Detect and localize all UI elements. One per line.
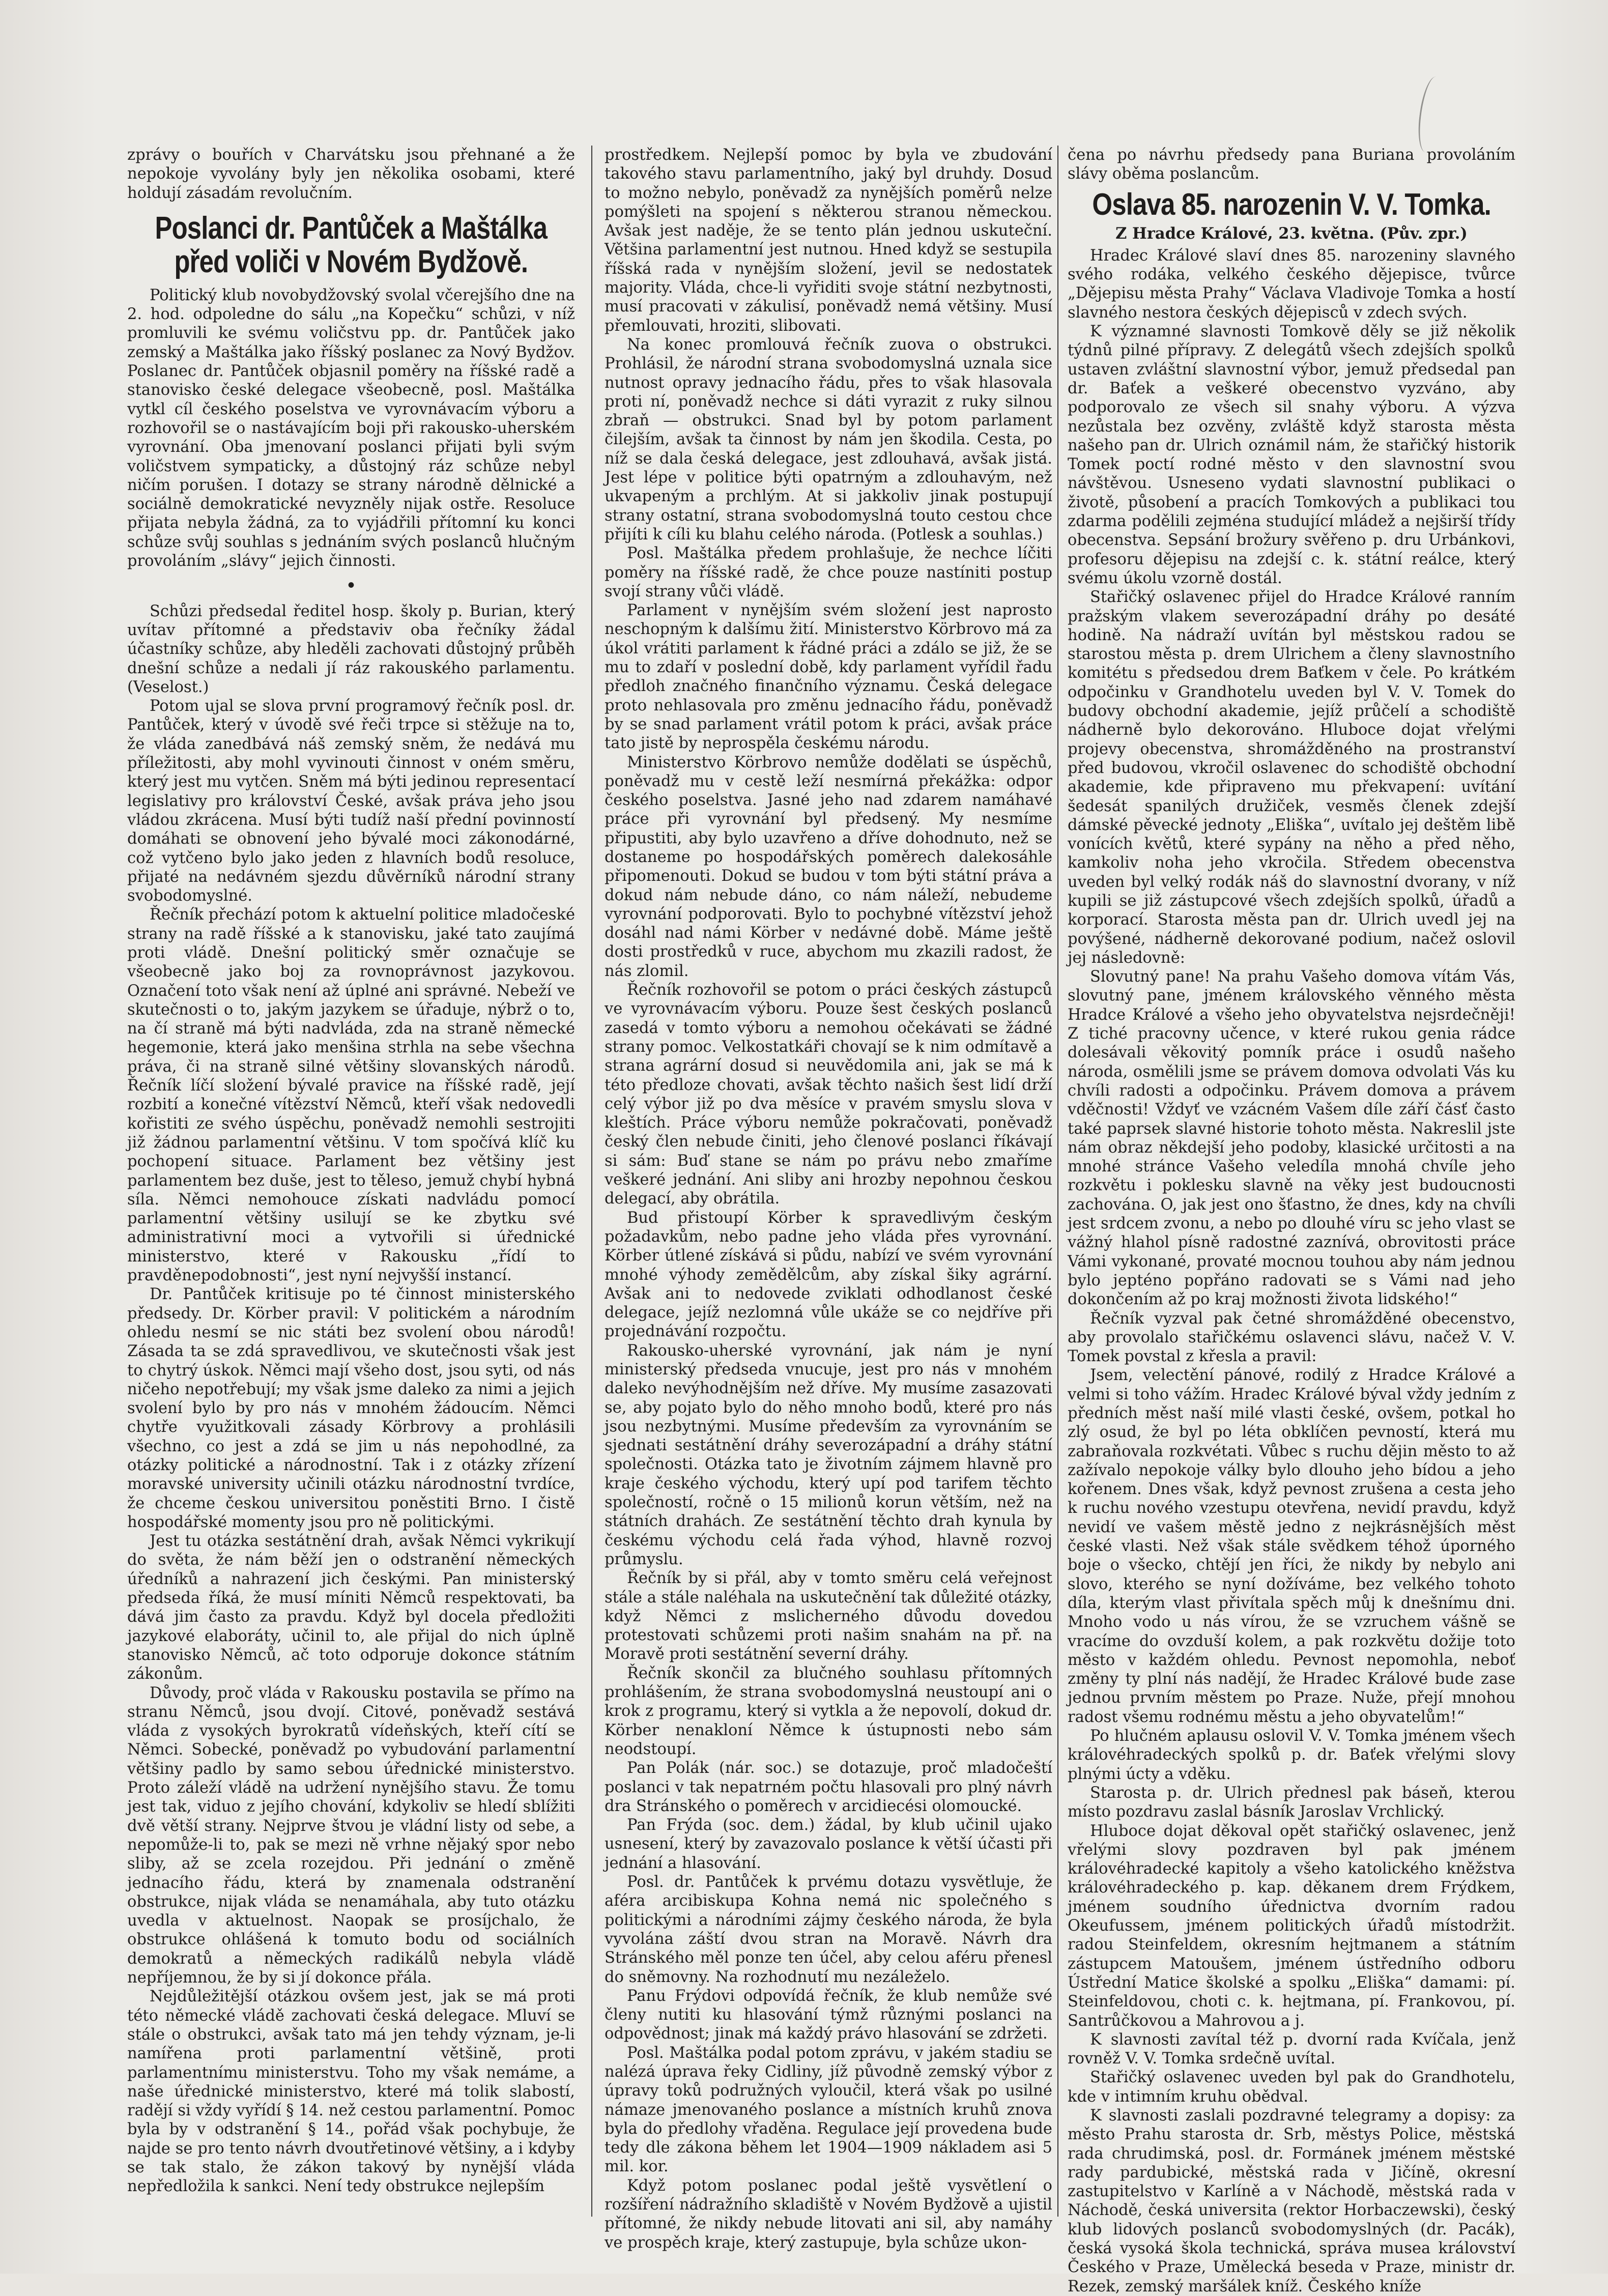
paragraph: prostředkem. Nejlepší pomoc by byla ve zbudování takového stavu parlamentního, jaký byl druhdy. Dosud to možno nebylo, poněvadž za nynějších poměrů nelze pomýšleti na spojení s některou stranou německou. Avšak jest naděje, že se tento plán jednou uskuteční. Většina parlamentní jest nutnou. Hned když se sestupila říšská rada v nynějším složení, jevil se nedostatek majority. Vláda, chce-li vyřiditi svoje státní nezbytnosti, musí pracovati v zákulisí, poněvadž nemá většiny. Musí přemlouvati, hroziti, slibovati. [605,146,1052,335]
article-tail: čena po návrhu předsedy pana Buriana provoláním slávy oběma poslancům. [1068,146,1515,183]
paragraph: Potom ujal se slova první programový řečník posl. dr. Pantůček, který v úvodě své řeči trpce si stěžuje na to, že vláda zanedbává náš zemský sněm, že nedává mu příležitosti, aby mohl vyvinouti činnost v oném směru, který jest mu vytčen. Sněm má býti jedinou representací legislativy pro království České, avšak práva jeho jsou vládou zkrácena. Musí býti tudíž naší přední povinností domáhati se obnovení jeho bývalé moci zákonodárné, což vytčeno bylo jako jeden z hlavních bodů resoluce, přijaté na nedávném sjezdu důvěrníků národní strany svobodomyslné. [127,697,575,905]
paragraph: Hradec Králové slaví dnes 85. narozeniny slavného svého rodáka, velkého českého dějepisce, tvůrce „Dějepisu města Prahy“ Václava Vladivoje Tomka a hostí slavného nestora českých dějepisců v zdech svých. [1068,246,1515,322]
pencil-mark [1415,75,1447,154]
article-tail: zprávy o bouřích v Charvátsku jsou přehnané a že nepokoje vyvolány byly jen několika osobami, které holdují zásadám revolučním. [127,146,575,202]
paragraph: Důvody, proč vláda v Rakousku postavila se přímo na stranu Němců, jsou dvojí. Citové, poněvadž sestává vláda z vysokých byrokratů vídeňských, kteří cítí se Němci. Sobecké, poněvadž po vybudování parlamentní většiny padlo by samo sebou úřednické ministerstvo. Proto záleží vládě na udržení nynějšího stavu. Že tomu jest tak, viduo z jejího chování, kdykoliv se hledí sblížiti dvě větší strany. Nejprve štvou je vládní listy od sebe, a nepomůže-li to, pak se mezi ně vrhne nějaký spor nebo sliby, až se zcela rozejdou. Při jednání o změně jednacího řádu, která by znamenala odstranění obstrukce, nijak vláda se nenamáhala, aby tuto otázku uvedla v aktuelnost. Naopak se prosíjchalo, že obstrukce ohlášená k tomuto bodu od sociálních demokratů a německých radikálů nebyla vládě nepříjemnou, že by si jí dokonce přála. [127,1684,575,1987]
column-right [1068,146,1515,2295]
paragraph: Stařičký oslavenec uveden byl pak do Grandhotelu, kde v intimním kruhu obědval. [1068,2069,1515,2106]
paragraph: Starosta p. dr. Ulrich přednesl pak báseň, kterou místo pozdravu zaslal básník Jaroslav Vrchlický. [1068,1784,1515,1821]
paragraph: Pan Polák (nár. soc.) se dotazuje, proč mladočeští poslanci v tak nepatrném počtu hlasovali pro plný návrh dra Stránského o poměrech v arcidiecési olomoucké. [605,1759,1052,1815]
paragraph: Když potom poslanec podal ještě vysvětlení o rozšíření nádražního skladiště v Novém Bydžově a ujistil přítomné, že nikdy nebude litovati ani sil, aby namáhy ve prospěch kraje, který zastupuje, byla schůze ukon- [605,2176,1052,2252]
paragraph: Stařičký oslavenec přijel do Hradce Králové ranním pražským vlakem severozápadní dráhy po desáté hodině. Na nádraží uvítán byl městskou radou se starostou města p. drem Ulrichem a členy slavnostního komitétu s předsedou drem Baťkem v čele. Po krátkém odpočinku v Grandhotelu uveden byl V. V. Tomek do budovy obchodní akademie, jejíž průčelí a schodiště nádherně bylo dekorováno. Hluboce dojat vřelými projevy obecenstva, shromážděného na prostranství před budovou, vkročil oslavenec do schodiště obchodní akademie, kde připraveno mu překvapení: uvítání šedesát spanilých družiček, vesměs členek zdejší dámské pěvecké jednoty „Eliška“, uvítalo jej deštěm libě vonících květů, které sypány na něho a před něho, kamkoliv noha jeho vkročila. Středem obecenstva uveden byl velký rodák náš do slavnostní dvorany, v níž kupili se již zástupcové všech zdejších spolků, úřadů a korporací. Starosta města pan dr. Ulrich uvedl jej na povýšené, nádherně dekorované podium, načež oslovil jej následovně: [1068,588,1515,967]
paragraph: K slavnosti zaslali pozdravné telegramy a dopisy: za město Prahu starosta dr. Srb, městys Police, městská rada chrudimská, posl. dr. Formánek jménem městské rady pardubické, městská rada v Jičíně, okresní zastupitelstvo v Karlíně a v Náchodě, městská rada v Náchodě, česká universita (rektor Horbaczewski), český klub lidových poslanců svobodomyslných (dr. Pacák), česká vysoká škola technická, správa musea království Českého v Praze, Umělecká beseda v Praze, ministr dr. Rezek, zemský maršálek kníž. Českého kníže [1068,2106,1515,2295]
separator-dot: • [346,577,356,595]
paragraph: Slovutný pane! Na prahu Vašeho domova vítám Vás, slovutný pane, jménem královského věnného města Hradce Králové a všeho jeho obyvatelstva nejsrdečněji! Z tiché pracovny učence, v které rukou genia rádce dolesávali věkovitý pomník práce i osudů našeho národa, osmělili jsme se právem domova odvolati Vás ku chvíli radosti a odpočinku. Právem domova a právem vděčnosti! Vždyť ve vzácném Vašem díle září čásť často také paprsek slavné historie tohoto města. Nakreslil jste nám obraz někdejší jeho podoby, klasické určitosti a na mnohé stránce Vašeho veledíla mnohá chvíle jeho rozkvětu i poklesku slavně na věky jest budoucnosti zachována. O, jak jest ono šťastno, že dnes, kdy na chvíli jest srdcem zvonu, a nebo po dlouhé víru sc jeho vlast se vážný hlahol písně radostné zaznívá, obrovitosti práce Vámi vykonané, provaté mocnou touhou aby nám jednou bylo jepténo popřáno radovati se s Vámi nad jeho dokončením až po kraj možnosti života lidského!“ [1068,968,1515,1309]
paragraph: Jest tu otázka sestátnění drah, avšak Němci vykrikují do světa, že nám běží jen o odstranění německých úředníků a nahrazení jich českými. Pan ministerský předseda říká, že musí míniti Němců respektovati, ba dává jim často za pravdu. Když byl docela předložiti jazykové elaboráty, učinil to, ale přijal do nich úplně stanovisko Němců, ač toto odporuje dokonce státním zákonům. [127,1532,575,1683]
paragraph: K významné slavnosti Tomkově děly se již několik týdnů pilné přípravy. Z delegátů všech zdejších spolků ustaven zvláštní slavnostní výbor, jemuž předsedal pan dr. Baťek a veškeré obecenstvo vyzváno, aby podporovalo ze všech sil snahy výboru. A výzva nezůstala bez ozvěny, zvláště když starosta města našeho pan dr. Ulrich oznámil nám, že stařičký historik Tomek poctí rodné město v den slavnostní svou návštěvou. Usneseno vydati slavnostní publikaci o životě, působení a pracích Tomkových a publikaci tou zdarma podělili zejména studující mládež a nejširší třídy obecenstva. Sepsání brožury svěřeno p. dru Urbánkovi, profesoru dějepisu na zdejší c. k. státní reálce, který svému úkolu vzorně dostál. [1068,323,1515,587]
paragraph: Posl. Maštálka podal potom zprávu, v jakém stadiu se nalézá úprava řeky Cidliny, jíž původně zemský výbor z úpravy toků podružných vyloučil, která však po usilné námaze jmenovaného poslance a místních kruhů znova byla do předlohy vřaděna. Regulace její provedena bude tedy dle zákona během let 1904—1909 nákladem asi 5 mil. kor. [605,2044,1052,2176]
paragraph: Posl. dr. Pantůček k prvému dotazu vysvětluje, že aféra arcibiskupa Kohna nemá nic společného s politickými a národními zájmy českého národa, že byla vyvolána záští dvou stran na Moravě. Návrh dra Stránského měl ponze ten účel, aby celou aféru přenesl do sněmovny. Na rozhodnutí mu nezáleželo. [605,1873,1052,1986]
paragraph: Panu Frýdovi odpovídá řečník, že klub nemůže své členy nutiti ku hlasování týmž různými poslanci na odpovědnost; jinak má každý právo hlasování se zdržeti. [605,1987,1052,2043]
paragraph: Na konec promlouvá řečník zuova o obstrukci. Prohlásil, že národní strana svobodomyslná uznala sice nutnost opravy jednacího řádu, přes to však hlasovala proti ní, poněvadž nechce si dáti vyrazit z ruky silnou zbraň — obstrukci. Snad byl by potom parlament čilejším, avšak ta činnost by nám jen škodila. Cesta, po níž se dala česká delegace, jest zdlouhavá, avšak jistá. Jest lépe v politice býti opatrným a zdlouhavým, než ukvapeným a prchlým. At si jakkoliv jinak postupují strany ostatní, strana svobodomyslná touto cestou chce přijíti k cíli ku blahu celého národa. (Potlesk a souhlas.) [605,335,1052,543]
paragraph: Řečník přechází potom k aktuelní politice mladočeské strany na radě říšské a k stanovisku, jaké tato zaujímá proti vládě. Dnešní politický směr označuje se všeobecně jako boj za rovnoprávnost jazykovou. Označení toto však není až úplné ani správné. Nebeží ve skutečnosti o to, jakým jazykem se úřaduje, nýbrž o to, na čí straně má býti nadvláda, zda na straně německé hegemonie, která jako menšina strhla na sebe všechna práva, či na straně silné většiny slovanských národů. Řečník líčí složení bývalé pravice na říšské radě, její rozbití a konečné vítězství Němců, kteří však nedovedli kořistiti ze svého úspěchu, poněvadž nemohli sestrojiti již žádnou parlamentní většinu. V tom spočívá klíč ku pochopení situace. Parlament bez většiny jest parlamentem bez duše, jest to těleso, jemuž chybí hybná síla. Němci nemohouce získati nadvládu pomocí parlamentní většiny usilují se ke zbytku své administrativní moci a vytvořili si úřednické ministerstvo, které v Rakousku „řídí to pravděnepodobnosti“, jest nyní nejvyšší instancí. [127,906,575,1285]
paragraph: Dr. Pantůček kritisuje po té činnost ministerského předsedy. Dr. Körber pravil: V politickém a národním ohledu nesmí se nic státi bez svolení obou národů! Zásada ta se zdá spravedlivou, ve skutečnosti však jest to chytrý úskok. Němci mají všeho dost, jsou syti, od nás ničeho nepotřebují; my však jsme daleko za nimi a jejich svolení bylo by pro nás v mnohém žádoucím. Němci chytře využitkovali zásady Körbrovy a prohlásili všechno, co jest a zdá se jim u nás nepohodlné, za otázky politické a národnostní. Tak i z otázky zřízení moravské university učinili otázku národnostní tvrdíce, že chceme českou universitou poněstiti Brno. I čistě hospodářské momenty jsou pro ně politickými. [127,1285,575,1531]
paragraph: Posl. Maštálka předem prohlašuje, že nechce líčiti poměry na říšské radě, že chce pouze nastíniti postup svojí strany vůči vládě. [605,544,1052,600]
paragraph: Po hlučném aplausu oslovil V. V. Tomka jménem všech královéhradeckých spolků p. dr. Baťek vřelými slovy plnými úcty a vděku. [1068,1727,1515,1783]
paragraph: Bud přistoupí Körber k spravedlivým českým požadavkům, nebo padne jeho vláda přes vyrovnání. Körber útlené získává si půdu, nabízí ve svém vyrovnání mnohé výhody zemědělcům, aby získal šiky agrární. Avšak ani to nedovede zviklati odhodlanost české delegace, jejíž nezlomná vůle ukáže se co nejdříve při projednávání rozpočtu. [605,1209,1052,1341]
paragraph: Rakousko-uherské vyrovnání, jak nám je nyní ministerský předseda vnucuje, jest pro nás v mnohém daleko nevýhodnějším než dříve. My musíme zasazovati se, aby pojato bylo do něho mnoho bodů, které pro nás jsou nezbytnými. Musíme především za vyrovnáním se sjednati sestátnění dráhy severozápadní a dráhy státní společnosti. Otázka tato je životním zájmem hlavně pro kraje českého východu, který upí pod tarifem těchto společností, ročně o 15 milionů korun větším, než na státních drahách. Ze sestátnění těchto drah kynula by českému východu celá řada výhod, hlavně rozvoj průmyslu. [605,1341,1052,1568]
paragraph: Řečník by si přál, aby v tomto směru celá veřejnost stále a stále naléhala na uskutečnění tak důležité otázky, když Němci z mslicherného důvodu dovedou protestovati schůzemi proti našim snahám na př. na Moravě proti sestátnění severní dráhy. [605,1569,1052,1663]
column-rule [591,146,592,2217]
column-left [127,146,575,2212]
paragraph: Řečník vyzval pak četné shromážděné obecenstvo, aby provolalo stařičkému oslavenci slávu, načež V. V. Tomek povstal z křesla a pravil: [1068,1309,1515,1366]
paragraph: Schůzi předsedal ředitel hosp. školy p. Burian, který uvítav přítomné a představiv oba řečníky žádal účastníky schůze, aby hleděli zachovati důstojný průběh dnešní schůze a nedali jí ráz rakouského parlamentu. (Veselost.) [127,602,575,696]
dateline: Z Hradce Králové, 23. května. (Pův. zpr.) [1115,224,1468,243]
paragraph: Jsem, velectění pánové, rodilý z Hradce Králové a velmi si toho vážím. Hradec Králové býval vždy jedním z předních měst naší milé vlasti české, ovšem, potkal ho zlý osud, že byl po léta obklíčen pevností, která mu zabraňovala rozkvétati. Vůbec s ruchu dějin město to až zažívalo nepokoje války bylo dlouho jeho bídou a jeho kořenem. Dnes však, když pevnost zrušena a cesta jeho k ruchu nového vzestupu otevřena, nevidí pravdu, když nevidí ve vašem městě jedno z nejkrásnějších měst české vlasti. Než však stále svědkem téhož úporného boje o všecko, chtějí jen říci, že nikdy by nebylo ani slovo, kterého se nyní dožíváme, bez velkého tohoto díla, kterým vlast přivítala spěch můj k dnešnímu dni. Mnoho vodo u nás vírou, že se vzruchem vášně se vracíme do ovzduší kolem, a pak rozkvětu dožije toto město v každém ohledu. Pevnost nepomohla, neboť změny ty plní nás nadějí, že Hradec Králové bude zase jednou prvním městem po Praze. Nuže, přejí mnohou radost všemu rodnému městu a jeho obyvatelům!“ [1068,1366,1515,1726]
paragraph: Hluboce dojat děkoval opět stařičký oslavenec, jenž vřelými slovy pozdraven byl pak jménem královéhradecké kapitoly a všeho katolického kněžstva královéhradeckého p. kap. děkanem drem Frýdkem, jménem soudního úřednictva dvorním radou Okeufussem, jménem politických úřadů místodržit. radou Steinfeldem, okresním hejtmanem a státním zástupcem Matoušem, jménem ústředního odboru Ústřední Matice školské a spolku „Eliška“ damami: pí. Steinfeldovou, choti c. k. hejtmana, pí. Frankovou, pí. Santrůčkovou a Mahrovou a j. [1068,1822,1515,2030]
paragraph: Politický klub novobydžovský svolal včerejšího dne na 2. hod. odpoledne do sálu „na Kopečku“ schůzi, v níž promluvili ke svému voličstvu pp. dr. Pantůček jako zemský a Maštálka jako říšský poslanec za Nový Bydžov. Poslanec dr. Pantůček objasnil poměry na říšské radě a stanovisko české delegace všeobecně, posl. Maštálka vytkl cíl českého poselstva ve vyrovnávacím výboru a rozhovořil se o nastávajícím boji při rakousko-uherském vyrovnání. Oba jmenovaní poslanci přijati byli svým voličstvem sympaticky, a důstojný ráz schůze nebyl ničím porušen. I dotazy se strany národně dělnické a sociálně demokratické nevyzněly nijak ostře. Resoluce přijata nebyla žádná, za to vyjádřili přítomní ku konci schůze svůj souhlas s jednáním svých poslanců hlučným provoláním „slávy“ jejich činnosti. [127,286,575,570]
paragraph: Pan Frýda (soc. dem.) žádal, by klub učinil ujako usnesení, který by zavazovalo poslance k větší účasti při jednání a hlasování. [605,1816,1052,1872]
paragraph: Parlament v nynějším svém složení jest naprosto neschopným k dalšímu žití. Ministerstvo Körbrovo má za úkol vrátiti parlament k řádné práci a zdálo se již, že se mu to zdaří v poslední době, kdy parlament vyřídil řadu předloh značného finančního významu. Česká delegace proto nehlasovala pro změnu jednacího řádu, poněvadž by se snad parlament vrátil potom k práci, avšak práce tato jistě by neprospěla českému národu. [605,601,1052,753]
paragraph: Řečník skončil za blučného souhlasu přítomných prohlášením, že strana svobodomyslná neustoupí ani o krok z programu, který si vytkla a že nepovolí, dokud dr. Körber nenakloní Němce k ústupnosti nebo sám neodstoupí. [605,1664,1052,1758]
paragraph: Nejdůležitější otázkou ovšem jest, jak se má proti této německé vládě zachovati česká delegace. Mluví se stále o obstrukci, avšak tato má jen tehdy význam, je-li namířena proti parlamentní většině, proti parlamentnímu ministerstvu. Toho my však nemáme, a naše úřednické ministerstvo, které má tolik slabostí, radějí si vždy vyřídí § 14. než cestou parlamentní. Pomoc byla by v odstranění § 14., pořád však pochybuje, že najde se pro tento návrh dvoutřetinové většiny, a i kdyby se tak stalo, že zákon takový by nynější vláda nepředložila k sankci. Není tedy obstrukce nejlepším [127,1988,575,2196]
article-headline: Oslava 85. narozenin V. V. Tomka. [1092,187,1491,221]
paragraph: Ministerstvo Körbrovo nemůže dodělati se úspěchů, poněvadž mu v cestě leží nesmírná překážka: odpor českého poselstva. Jasné jeho nad zdarem namáhavé práce při vyrovnání byl předsený. My nesmíme připustiti, aby bylo uzavřeno a dříve dohodnuto, než se dostaneme po hospodářských poměrech dalekosáhle připomenouti. Dokud se budou v tom býti státní práva a dokud nám nebude dáno, co nám náleží, nebudeme vyrovnání podporovati. Bylo to pochybné vítězství jehož dosáhl nad námi Körber v nedávné době. Máme ještě dosti prostředků v ruce, abychom mu zkazili radost, že nás zlomil. [605,753,1052,980]
paragraph: Řečník rozhovořil se potom o práci českých zástupců ve vyrovnávacím výboru. Pouze šest českých poslanců zasedá v tomto výboru a nemohou očekávati se žádné strany pomoc. Velkostatkáři chovají se k nim odmítavě a strana agrární dosud si neuvědomila ani, jak se má k této předloze chovati, avšak těchto našich šest lidí drží celý výbor již po dva měsíce v pravém smyslu slova v kleštích. Práce výboru nemůže pokračovati, poněvadž český člen nebude činiti, jeho členové poslanci říkávají si sám: Buď stane se nám po právu nebo zmaříme veškeré jednání. Ani sliby ani hrozby nepohnou českou delegací, aby obrátila. [605,981,1052,1208]
paragraph: K slavnosti zavítal též p. dvorní rada Kvíčala, jenž rovněž V. V. Tomka srdečně uvítal. [1068,2030,1515,2068]
article-headline: Poslanci dr. Pantůček a Maštálka před voliči v Novém Bydžově. [155,210,548,279]
column-middle [605,146,1052,2252]
column-rule [1057,146,1058,2217]
